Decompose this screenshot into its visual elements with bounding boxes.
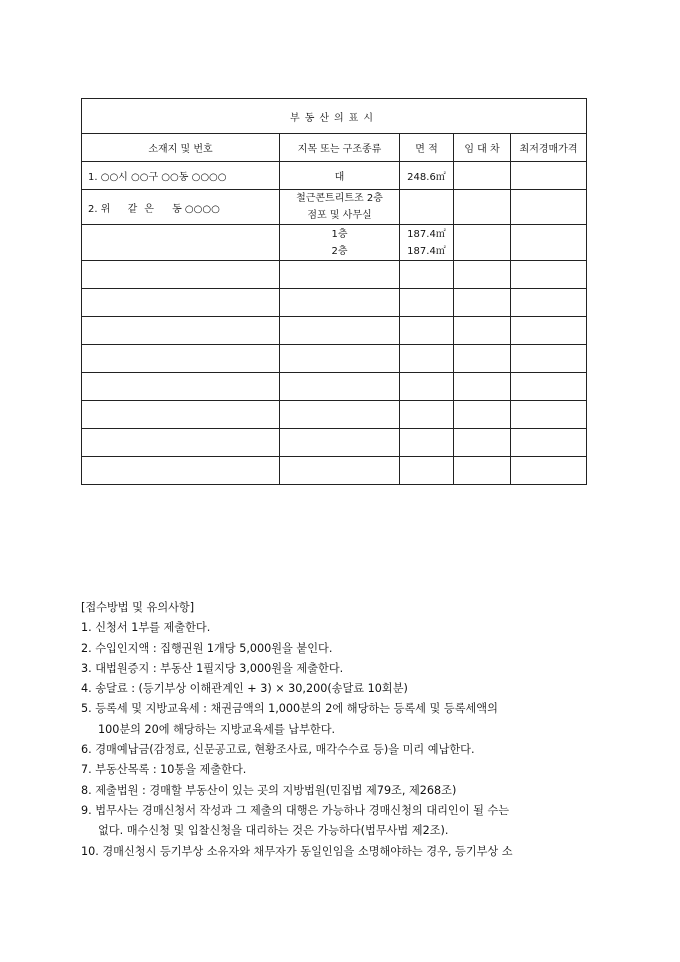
row1-min-price [511, 162, 587, 190]
table-title: 부동산의표시 [82, 99, 587, 134]
header-area: 면 적 [400, 134, 454, 162]
table-row-empty [82, 261, 587, 289]
note-item: 10. 경매신청시 등기부상 소유자와 채무자가 동일인임을 소명해야하는 경우, 등기부상 소 [81, 844, 513, 858]
note-item: 2. 수입인지액 : 집행권원 1개당 5,000원을 붙인다. [81, 641, 333, 655]
note-item: 8. 제출법원 : 경매할 부동산이 있는 곳의 지방법원(민집법 제79조, 제268조) [81, 783, 457, 797]
row2-location-suffix: 동 ○○○○ [172, 203, 220, 215]
row2-type-line2: 점포 및 사무실 [307, 210, 372, 221]
row1-lease [454, 162, 511, 190]
table-row-empty [82, 289, 587, 317]
table-row [82, 190, 587, 225]
row3-location [82, 225, 280, 261]
note-item-continued: 없다. 매수신청 및 입찰신청을 대리하는 것은 가능하다(법무사법 제2조). [98, 824, 449, 838]
table-row-empty [82, 429, 587, 457]
header-lease: 임 대 차 [454, 134, 511, 162]
row1-location: 1. ○○시 ○○구 ○○동 ○○○○ [82, 162, 280, 190]
table-row-empty [82, 457, 587, 485]
table-row-empty [82, 373, 587, 401]
table-row [82, 225, 587, 261]
header-type: 지목 또는 구조종류 [280, 134, 400, 162]
row3-areas [400, 225, 454, 261]
row3-area1: 187.4㎡ [407, 228, 446, 240]
submission-notes [81, 598, 601, 862]
row3-floor1: 1층 [331, 228, 348, 240]
note-item-continued: 100분의 20에 해당하는 지방교육세를 납부한다. [98, 722, 336, 736]
row3-floors [280, 225, 400, 261]
table-row-empty [82, 317, 587, 345]
table-header-row [82, 134, 587, 162]
property-table [81, 98, 587, 485]
note-item: 5. 등록세 및 지방교육세 : 채권금액의 1,000분의 2에 해당하는 등록세 및 등록세액의 [81, 702, 498, 716]
table-row [82, 162, 587, 190]
row3-area2: 187.4㎡ [407, 245, 446, 257]
row2-type-line1: 철근콘트리트조 2층 [296, 193, 383, 204]
row3-min-price [511, 225, 587, 261]
notes-heading: [접수방법 및 유의사항] [81, 601, 195, 614]
row2-lease [454, 190, 511, 225]
note-item: 9. 법무사는 경매신청서 작성과 그 제출의 대행은 가능하나 경매신청의 대리인이 될 수는 [81, 803, 510, 817]
row2-min-price [511, 190, 587, 225]
row3-floor2: 2층 [331, 245, 348, 257]
row2-area [400, 190, 454, 225]
table-row-empty [82, 345, 587, 373]
row2-type [280, 190, 400, 225]
header-min-price: 최저경매가격 [511, 134, 587, 162]
row3-lease [454, 225, 511, 261]
row2-location [82, 190, 280, 225]
row2-location-gap: 같은 [127, 203, 161, 215]
note-item: 7. 부동산목록 : 10통을 제출한다. [81, 763, 247, 777]
header-location: 소재지 및 번호 [82, 134, 280, 162]
row1-type: 대 [280, 162, 400, 190]
note-item: 6. 경매예납금(감정료, 신문공고료, 현황조사료, 매각수수료 등)을 미리 예납한다. [81, 743, 475, 757]
note-item: 4. 송달료 : (등기부상 이해관계인 + 3) × 30,200(송달료 10회분) [81, 682, 408, 696]
note-item: 3. 대법원증지 : 부동산 1필지당 3,000원을 제출한다. [81, 661, 344, 675]
note-item: 1. 신청서 1부를 제출한다. [81, 621, 211, 635]
table-row-empty [82, 401, 587, 429]
row1-area: 248.6㎡ [400, 162, 454, 190]
row2-location-prefix: 2. 위 [88, 203, 111, 215]
